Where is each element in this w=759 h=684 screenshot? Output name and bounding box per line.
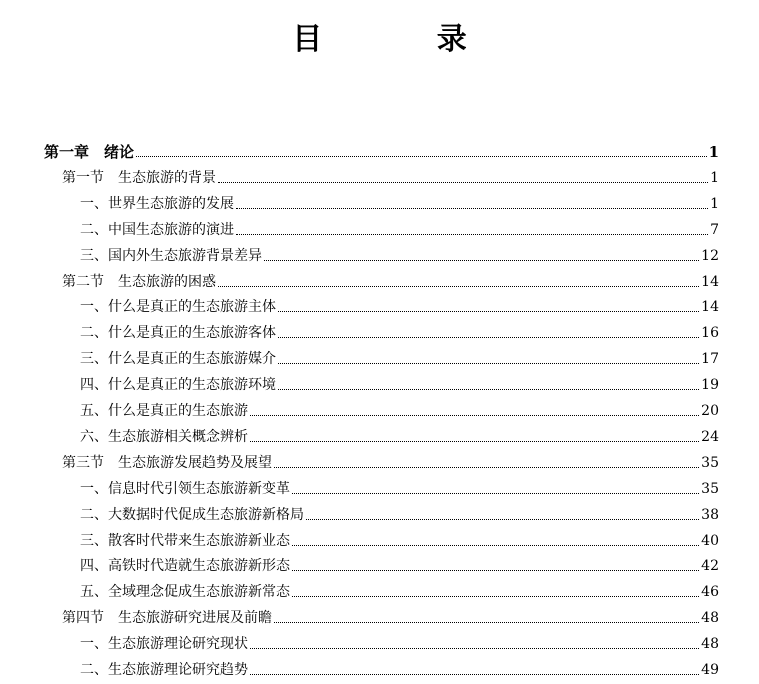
toc-item-row[interactable] [80, 372, 719, 394]
toc-leader-dots [292, 570, 699, 571]
toc-page-number: 12 [701, 247, 719, 264]
toc-chapter-row[interactable] [44, 139, 719, 161]
toc-page-number: 1 [708, 143, 719, 161]
toc-entry-label: 六、生态旅游相关概念辨析 [80, 428, 248, 445]
toc-entry-label: 三、什么是真正的生态旅游媒介 [80, 351, 276, 368]
toc-page-number: 48 [701, 636, 719, 653]
toc-entry-label: 四、高铁时代造就生态旅游新形态 [80, 558, 290, 575]
toc-section-row[interactable] [62, 605, 719, 627]
toc-leader-dots [264, 260, 699, 261]
toc-entry-label: 一、什么是真正的生态旅游主体 [80, 299, 276, 316]
toc-entry-label: 第三节 生态旅游发展趋势及展望 [62, 454, 272, 471]
toc-page-number: 48 [701, 610, 719, 627]
toc-item-row[interactable] [80, 398, 719, 420]
toc-leader-dots [236, 234, 708, 235]
toc-leader-dots [274, 622, 699, 623]
toc-item-row[interactable] [80, 346, 719, 368]
toc-page-number: 35 [701, 480, 719, 497]
toc-entry-label: 一、生态旅游理论研究现状 [80, 636, 248, 653]
toc-leader-dots [278, 337, 699, 338]
toc-page-number: 1 [710, 169, 719, 186]
toc-leader-dots [278, 311, 699, 312]
toc-item-row[interactable] [80, 528, 719, 550]
toc-item-row[interactable] [80, 217, 719, 239]
toc-leader-dots [274, 467, 699, 468]
toc-leader-dots [306, 519, 699, 520]
toc-item-row[interactable] [80, 191, 719, 213]
toc-page-number: 17 [701, 351, 719, 368]
toc-entry-label: 二、大数据时代促成生态旅游新格局 [80, 506, 304, 523]
toc-page-number: 1 [710, 195, 719, 212]
toc-item-row[interactable] [80, 320, 719, 342]
toc-item-row[interactable] [80, 243, 719, 265]
page-title: 目 录 [292, 22, 519, 57]
toc-entry-label: 四、什么是真正的生态旅游环境 [80, 377, 276, 394]
toc-leader-dots [218, 182, 708, 183]
toc-page-number: 38 [701, 506, 719, 523]
toc-leader-dots [136, 156, 707, 157]
toc-entry-label: 第二节 生态旅游的困惑 [62, 273, 216, 290]
toc-leader-dots [218, 286, 699, 287]
toc-item-row[interactable] [80, 476, 719, 498]
toc-leader-dots [250, 441, 699, 442]
toc-item-row[interactable] [80, 502, 719, 524]
toc-entry-label: 五、什么是真正的生态旅游 [80, 403, 248, 419]
toc-section-row[interactable] [62, 450, 719, 472]
toc-leader-dots [278, 363, 699, 364]
toc-page-number: 16 [701, 325, 719, 342]
toc-section-row[interactable] [62, 269, 719, 291]
toc-page-number: 49 [701, 662, 719, 678]
toc-entry-label: 二、中国生态旅游的演进 [80, 221, 234, 238]
toc-page-number: 35 [701, 454, 719, 471]
toc-entry-label: 第一章 绪论 [44, 143, 135, 161]
toc-leader-dots [236, 208, 708, 209]
toc-page-number: 19 [701, 377, 719, 394]
toc-item-row[interactable] [80, 631, 719, 653]
toc-item-row[interactable] [80, 424, 719, 446]
toc-page-number: 7 [710, 221, 719, 238]
toc-entry-label: 第一节 生态旅游的背景 [62, 169, 216, 186]
toc-item-row[interactable] [80, 294, 719, 316]
toc-leader-dots [292, 596, 699, 597]
toc-leader-dots [250, 415, 699, 416]
toc-entry-label: 二、什么是真正的生态旅游客体 [80, 325, 276, 342]
toc-item-row[interactable] [80, 553, 719, 575]
toc-entry-label: 二、生态旅游理论研究趋势 [80, 662, 248, 678]
toc-section-row[interactable] [62, 165, 719, 187]
toc-page-number: 20 [701, 403, 719, 419]
toc-entry-label: 三、国内外生态旅游背景差异 [80, 247, 262, 264]
toc-leader-dots [250, 674, 699, 675]
toc-leader-dots [250, 648, 699, 649]
toc-entry-label: 一、信息时代引领生态旅游新变革 [80, 480, 290, 497]
toc-page-number: 14 [701, 299, 719, 316]
toc-page-number: 42 [701, 558, 719, 575]
toc-entry-label: 五、全域理念促成生态旅游新常态 [80, 584, 290, 601]
toc-leader-dots [292, 493, 699, 494]
toc-item-row[interactable] [80, 657, 719, 679]
toc-page-number: 24 [701, 428, 719, 445]
toc-leader-dots [292, 545, 699, 546]
toc-entry-label: 一、世界生态旅游的发展 [80, 195, 234, 212]
toc-entry-label: 第四节 生态旅游研究进展及前瞻 [62, 610, 272, 627]
toc-entry-label: 三、散客时代带来生态旅游新业态 [80, 532, 290, 549]
toc-page-number: 40 [701, 532, 719, 549]
toc-page-number: 46 [701, 584, 719, 601]
toc-page-number: 14 [701, 273, 719, 290]
toc-leader-dots [278, 389, 699, 390]
toc-item-row[interactable] [80, 579, 719, 601]
